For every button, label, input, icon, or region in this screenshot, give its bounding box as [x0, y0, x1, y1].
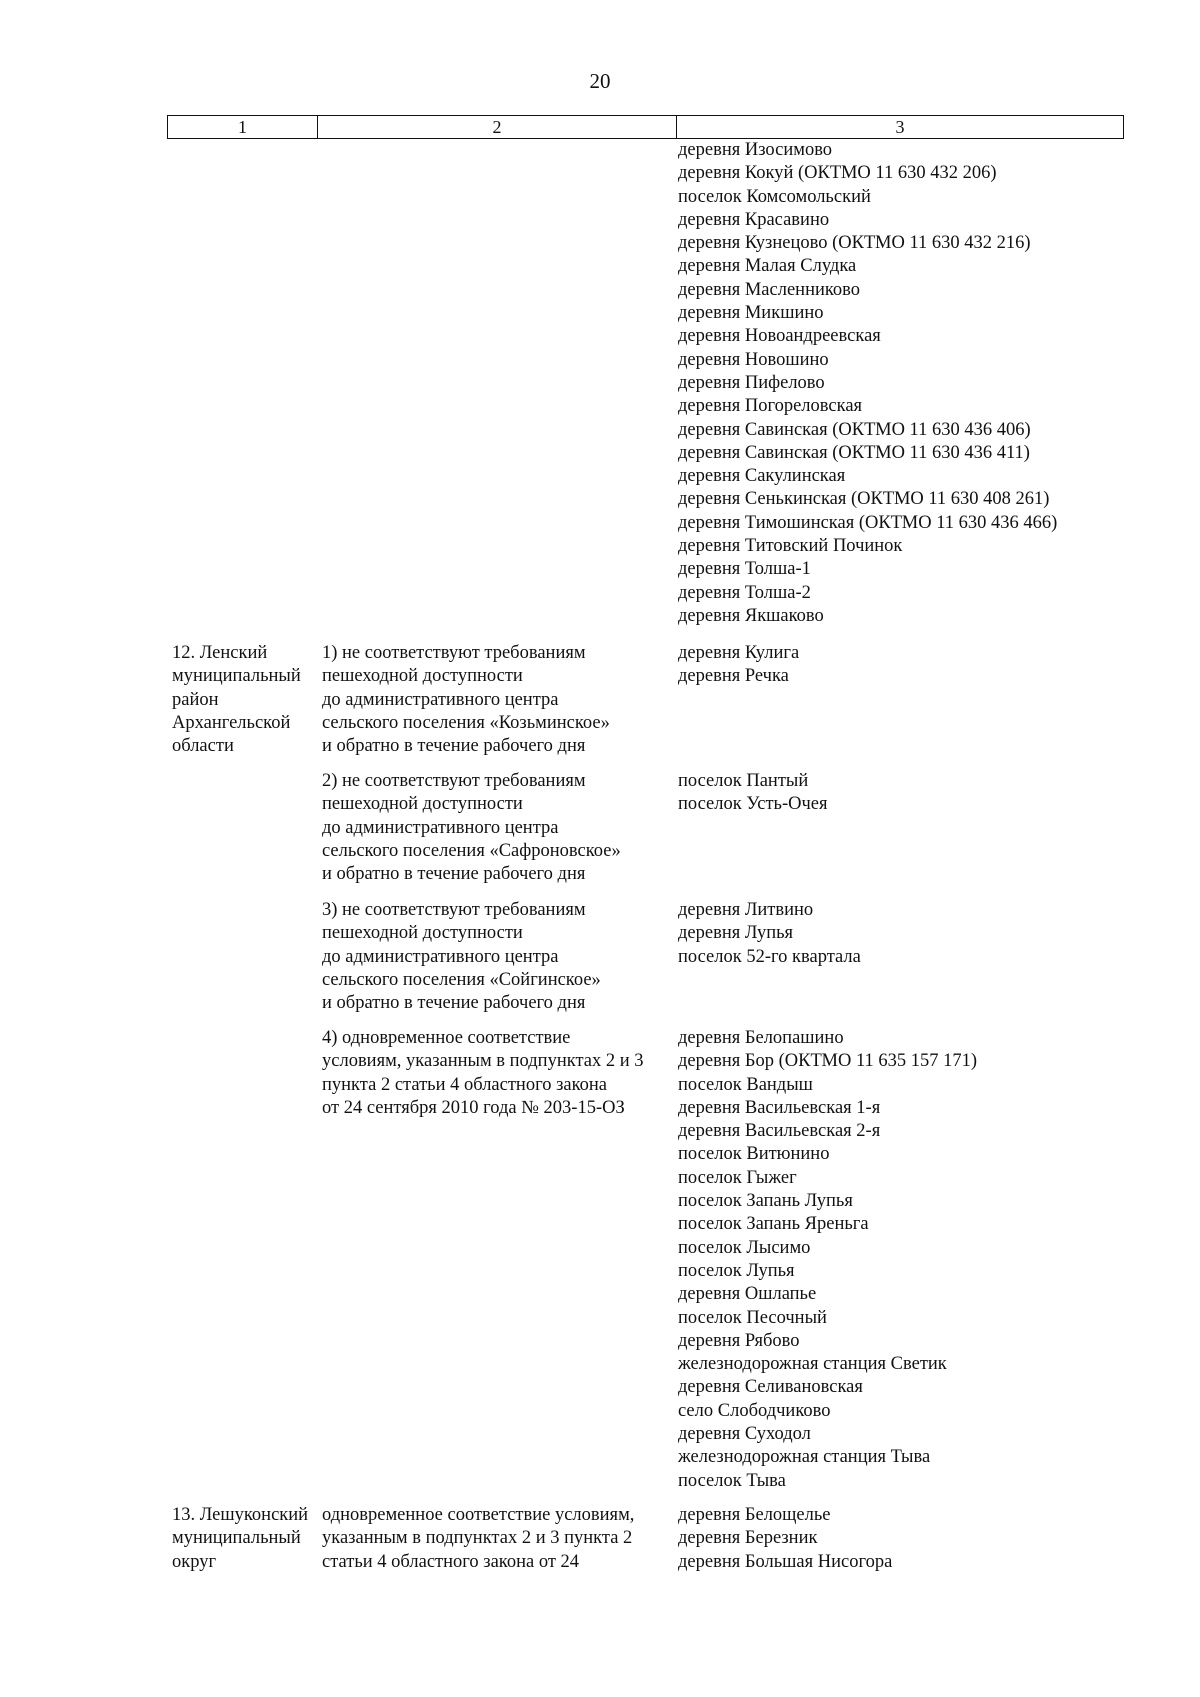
row-12-criterion-3	[322, 899, 601, 1015]
text-line: сельского поселения «Сафроновское»	[322, 840, 621, 861]
text-line: деревня Кокуй (ОКТМО 11 630 432 206)	[678, 163, 997, 184]
text-line: поселок Вандыш	[678, 1074, 813, 1095]
text-line: деревня Речка	[678, 666, 789, 687]
text-line: от 24 сентября 2010 года № 203-15-ОЗ	[322, 1097, 625, 1118]
row-13-criterion	[322, 1504, 634, 1574]
text-line: село Слободчиково	[678, 1400, 831, 1421]
text-line: пешеходной доступности	[322, 923, 523, 944]
text-line: деревня Ошлапье	[678, 1284, 817, 1305]
text-line: поселок Лупья	[678, 1260, 795, 1281]
text-line: пешеходной доступности	[322, 794, 523, 815]
text-line: поселок 52-го квартала	[678, 946, 861, 967]
text-line: поселок Гыжег	[678, 1167, 797, 1188]
text-line: одновременное соответствие условиям,	[322, 1505, 635, 1525]
row-12-criterion-4	[322, 1027, 644, 1120]
text-line: муниципальный	[172, 666, 301, 687]
text-line: деревня Тимошинская (ОКТМО 11 630 436 466)	[678, 512, 1058, 533]
text-line: деревня Суходол	[678, 1424, 811, 1445]
text-line: поселок Усть-Очея	[678, 794, 828, 815]
text-line: 13. Лешуконский	[172, 1505, 309, 1525]
text-line: указанным в подпунктах 2 и 3 пункта 2	[322, 1528, 633, 1549]
text-line: деревня Белощелье	[678, 1505, 831, 1525]
text-line: поселок Лысимо	[678, 1237, 811, 1258]
row-13-settlements	[678, 1504, 892, 1574]
text-line: деревня Лупья	[678, 923, 794, 944]
text-line: деревня Новоандреевская	[678, 326, 881, 347]
page-number: 20	[589, 69, 611, 93]
text-line: сельского поселения «Козьминское»	[322, 712, 610, 733]
column-header-1: 1	[168, 116, 318, 138]
text-line: пункта 2 статьи 4 областного закона	[322, 1074, 608, 1095]
text-line: 12. Ленский	[172, 643, 268, 663]
text-line: области	[172, 736, 234, 757]
text-line: до административного центра	[322, 817, 559, 838]
text-line: деревня Малая Слудка	[678, 256, 857, 277]
text-line: деревня Новошино	[678, 349, 829, 370]
row-12-settlements-3	[678, 899, 861, 969]
row-13-district-name	[172, 1504, 308, 1574]
text-line: деревня Якшаково	[678, 605, 824, 626]
text-line: и обратно в течение рабочего дня	[322, 736, 586, 757]
row-12-settlements-2	[678, 770, 828, 817]
text-line: поселок Комсомольский	[678, 186, 871, 207]
text-line: район	[172, 689, 219, 710]
text-line: и обратно в течение рабочего дня	[322, 993, 586, 1014]
text-line: деревня Савинская (ОКТМО 11 630 436 411)	[678, 442, 1030, 463]
text-line: Архангельской	[172, 712, 291, 733]
text-line: поселок Запань Лупья	[678, 1191, 853, 1212]
column-header-3: 3	[895, 117, 905, 137]
text-line: деревня Большая Нисогора	[678, 1551, 893, 1572]
row-12-criterion-2	[322, 770, 621, 886]
text-line: поселок Тыва	[678, 1470, 786, 1491]
row-12-settlements-1	[678, 642, 799, 689]
text-line: деревня Селивановская	[678, 1377, 863, 1398]
text-line: деревня Изосимово	[678, 140, 833, 160]
row-12-criterion-1	[322, 642, 610, 758]
text-line: и обратно в течение рабочего дня	[322, 864, 586, 885]
text-line: 2) не соответствуют требованиям	[322, 771, 586, 791]
text-line: деревня Масленниково	[678, 279, 861, 300]
text-line: поселок Запань Яреньга	[678, 1214, 869, 1235]
text-line: деревня Кузнецово (ОКТМО 11 630 432 216)	[678, 233, 1031, 254]
text-line: деревня Васильевская 2-я	[678, 1121, 881, 1142]
text-line: пешеходной доступности	[322, 666, 523, 687]
text-line: поселок Витюнино	[678, 1144, 830, 1165]
text-line: деревня Кулига	[678, 643, 800, 663]
text-line: деревня Белопашино	[678, 1028, 844, 1048]
text-line: условиям, указанным в подпунктах 2 и 3	[322, 1051, 644, 1072]
text-line: поселок Песочный	[678, 1307, 827, 1328]
text-line: деревня Толша-1	[678, 559, 811, 580]
row-12-district-name	[172, 642, 301, 758]
column-header-2: 2	[318, 116, 677, 138]
text-line: округ	[172, 1551, 217, 1572]
text-line: железнодорожная станция Тыва	[678, 1447, 931, 1468]
text-line: деревня Савинская (ОКТМО 11 630 436 406)	[678, 419, 1031, 440]
text-line: статьи 4 областного закона от 24	[322, 1551, 580, 1572]
text-line: деревня Микшино	[678, 303, 824, 324]
text-line: деревня Березник	[678, 1528, 818, 1549]
text-line: 1) не соответствуют требованиям	[322, 643, 586, 663]
text-line: деревня Титовский Починок	[678, 536, 903, 557]
text-line: до административного центра	[322, 689, 559, 710]
text-line: поселок Пантый	[678, 771, 809, 791]
text-line: деревня Толша-2	[678, 582, 811, 603]
text-line: муниципальный	[172, 1528, 301, 1549]
text-line: 4) одновременное соответствие	[322, 1028, 571, 1048]
text-line: деревня Бор (ОКТМО 11 635 157 171)	[678, 1051, 978, 1072]
text-line: сельского поселения «Сойгинское»	[322, 969, 601, 990]
text-line: 3) не соответствуют требованиям	[322, 900, 586, 920]
text-line: деревня Литвино	[678, 900, 814, 920]
text-line: деревня Рябово	[678, 1330, 800, 1351]
text-line: деревня Пифелово	[678, 372, 825, 393]
table-header-row	[167, 115, 1124, 139]
text-line: деревня Красавино	[678, 209, 830, 230]
text-line: деревня Сенькинская (ОКТМО 11 630 408 261)	[678, 489, 1050, 510]
text-line: деревня Сакулинская	[678, 466, 846, 487]
text-line: деревня Погореловская	[678, 396, 863, 417]
text-line: железнодорожная станция Светик	[678, 1354, 947, 1375]
text-line: до административного центра	[322, 946, 559, 967]
text-line: деревня Васильевская 1-я	[678, 1097, 881, 1118]
row-12-settlements-4	[678, 1027, 977, 1493]
continuation-settlement-list	[678, 139, 1057, 628]
